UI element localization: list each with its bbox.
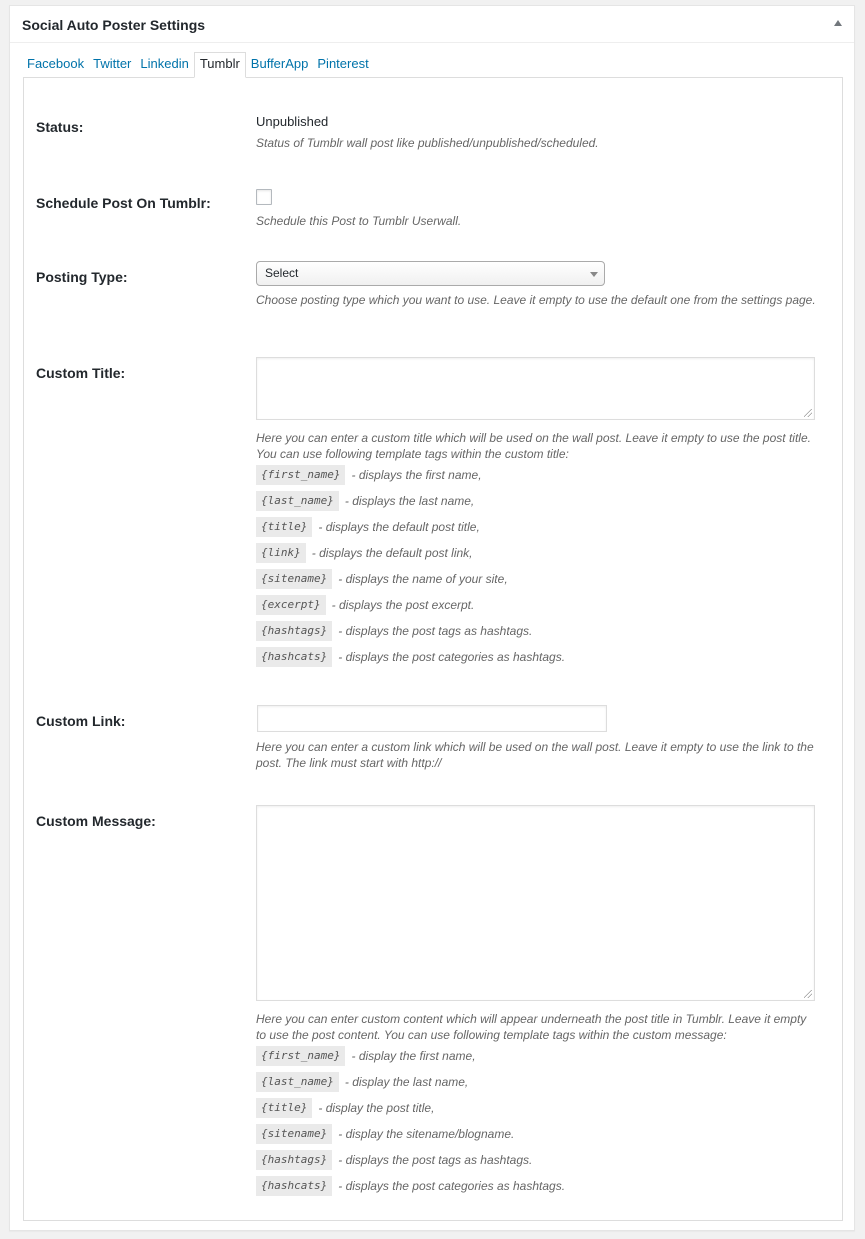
template-tag-code: {last_name}	[256, 1072, 339, 1092]
custom-link-description: Here you can enter a custom link which will be used on the wall post. Leave it empty to use the link to the post. The link must start with http://	[256, 740, 814, 770]
schedule-description: Schedule this Post to Tumblr Userwall.	[256, 214, 462, 228]
template-tag-code: {sitename}	[256, 1124, 332, 1144]
template-tag-description: - displays the name of your site,	[338, 572, 508, 586]
template-tag-item	[256, 1069, 816, 1095]
template-tag-description: - displays the first name,	[351, 468, 482, 482]
template-tag-item	[256, 1043, 816, 1069]
network-tabs	[23, 52, 374, 78]
custom-title-label: Custom Title:	[36, 365, 126, 381]
template-tag-description: - displays the post categories as hashtags.	[338, 650, 566, 664]
metabox-header[interactable]	[10, 6, 854, 43]
tab-bufferapp[interactable]: BufferApp	[250, 56, 309, 71]
dropdown-arrow-icon	[590, 272, 598, 277]
tab-facebook[interactable]: Facebook	[27, 56, 85, 71]
template-tag-description: - displays the post categories as hashtags.	[338, 1179, 566, 1193]
tumblr-settings-panel	[23, 77, 843, 1221]
template-tag-code: {excerpt}	[256, 595, 326, 615]
template-tag-code: {title}	[256, 1098, 312, 1118]
template-tag-description: - display the sitename/blogname.	[338, 1127, 515, 1141]
template-tag-code: {link}	[256, 543, 306, 563]
template-tag-description: - display the last name,	[344, 1075, 469, 1089]
tab-twitter[interactable]: Twitter	[93, 56, 132, 71]
status-label: Status:	[36, 119, 84, 135]
resize-grip-icon[interactable]	[804, 990, 812, 998]
status-description: Status of Tumblr wall post like published/unpublished/scheduled.	[256, 136, 599, 150]
custom-title-tag-list	[256, 462, 816, 670]
template-tag-description: - displays the post excerpt.	[331, 598, 475, 612]
template-tag-code: {first_name}	[256, 1046, 345, 1066]
tab-pinterest[interactable]: Pinterest	[317, 56, 369, 71]
template-tag-code: {hashtags}	[256, 1150, 332, 1170]
template-tag-code: {hashtags}	[256, 621, 332, 641]
template-tag-description: - display the first name,	[351, 1049, 476, 1063]
template-tag-code: {hashcats}	[256, 1176, 332, 1196]
collapse-toggle-icon[interactable]	[834, 20, 842, 26]
template-tag-code: {last_name}	[256, 491, 339, 511]
custom-title-description: Here you can enter a custom title which will be used on the wall post. Leave it empty to use the post title. You can use following template tags within the custom title:	[256, 431, 811, 461]
template-tag-code: {hashcats}	[256, 647, 332, 667]
template-tag-item	[256, 592, 816, 618]
template-tag-item	[256, 540, 816, 566]
tab-linkedin[interactable]: Linkedin	[140, 56, 189, 71]
schedule-checkbox[interactable]	[256, 189, 272, 205]
resize-grip-icon[interactable]	[804, 409, 812, 417]
posting-type-label: Posting Type:	[36, 269, 128, 285]
custom-title-textarea[interactable]	[256, 357, 815, 420]
template-tag-description: - displays the default post title,	[318, 520, 480, 534]
template-tag-item	[256, 1121, 816, 1147]
template-tag-code: {first_name}	[256, 465, 345, 485]
template-tag-item	[256, 1147, 816, 1173]
template-tag-item	[256, 566, 816, 592]
template-tag-item	[256, 462, 816, 488]
template-tag-description: - displays the post tags as hashtags.	[338, 624, 533, 638]
posting-type-description: Choose posting type which you want to use. Leave it empty to use the default one from the settings page.	[256, 293, 816, 307]
posting-type-select[interactable]	[256, 261, 605, 286]
custom-message-label: Custom Message:	[36, 813, 156, 829]
tab-tumblr[interactable]: Tumblr	[194, 52, 246, 78]
custom-message-tag-list	[256, 1043, 816, 1199]
template-tag-description: - display the post title,	[318, 1101, 435, 1115]
custom-message-textarea[interactable]	[256, 805, 815, 1001]
custom-message-description: Here you can enter custom content which will appear underneath the post title in Tumblr. Leave it empty to use the post content. You can use following template tags within the custom message:	[256, 1012, 807, 1042]
schedule-label: Schedule Post On Tumblr:	[36, 195, 211, 211]
template-tag-item	[256, 514, 816, 540]
custom-link-label: Custom Link:	[36, 713, 126, 729]
template-tag-code: {sitename}	[256, 569, 332, 589]
template-tag-description: - displays the post tags as hashtags.	[338, 1153, 533, 1167]
template-tag-code: {title}	[256, 517, 312, 537]
metabox-title: Social Auto Poster Settings	[22, 17, 206, 33]
posting-type-selected: Select	[265, 266, 299, 280]
template-tag-item	[256, 1173, 816, 1199]
template-tag-description: - displays the default post link,	[311, 546, 473, 560]
template-tag-description: - displays the last name,	[344, 494, 475, 508]
template-tag-item	[256, 644, 816, 670]
status-value: Unpublished	[256, 114, 329, 129]
social-auto-poster-metabox	[9, 5, 855, 1231]
template-tag-item	[256, 618, 816, 644]
template-tag-item	[256, 1095, 816, 1121]
template-tag-item	[256, 488, 816, 514]
custom-link-input[interactable]	[257, 705, 607, 732]
